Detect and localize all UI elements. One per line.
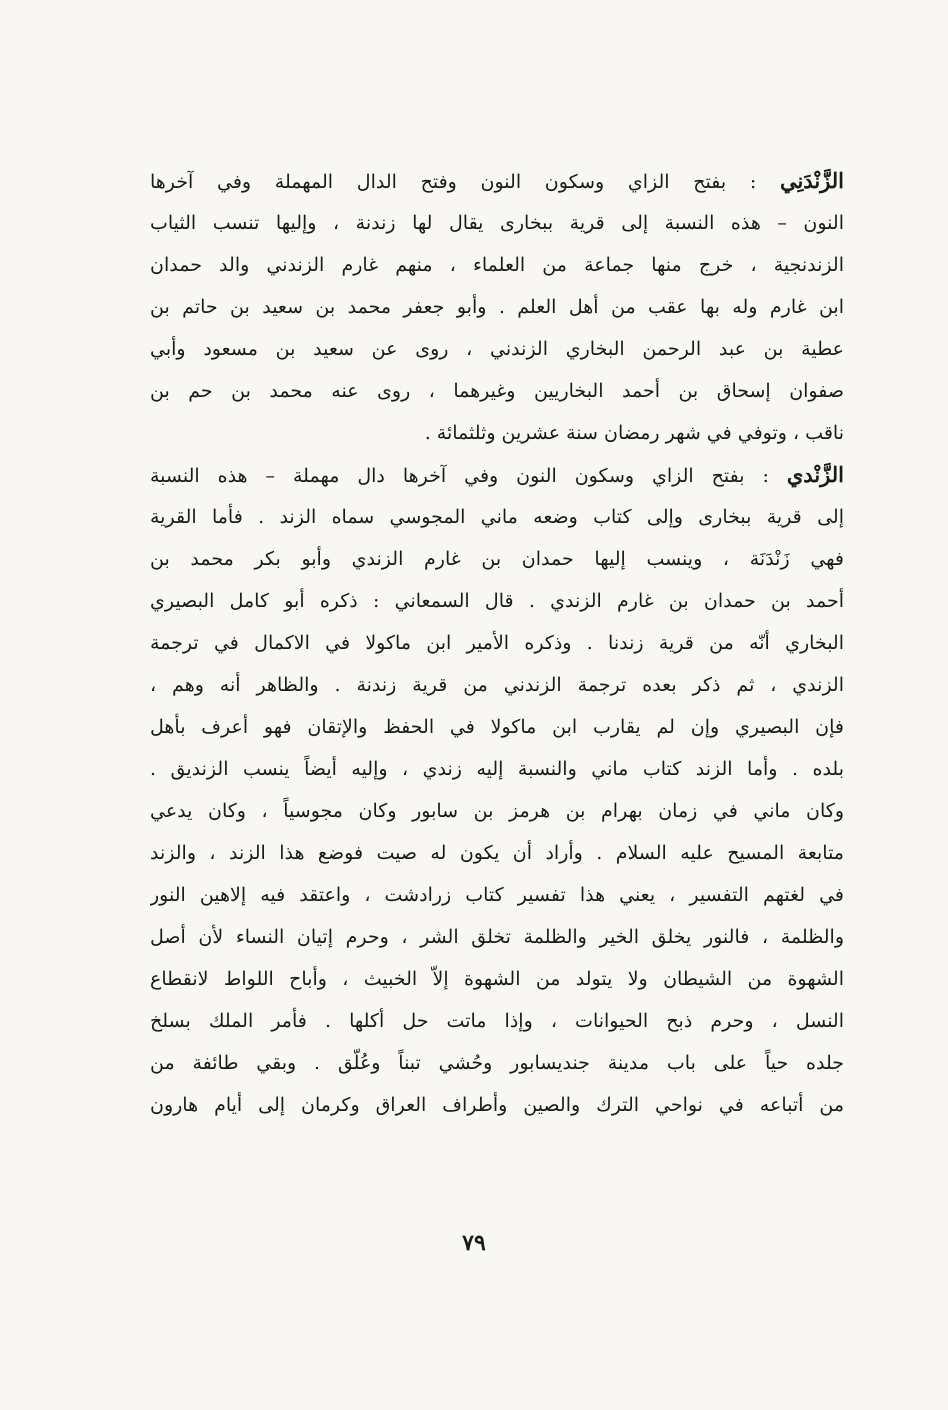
text-line: النسل ، وحرم ذبح الحيوانات ، وإذا ماتت حل أكلها . فأمر الملك بسلخ bbox=[150, 1010, 844, 1032]
text-line: ابن غارم وله بها عقب من أهل العلم . وأبو جعفر محمد بن سعيد بن حاتم بن bbox=[150, 296, 844, 318]
entry-term: الزَّنْدَنِي bbox=[779, 168, 844, 193]
text-line: متابعة المسيح عليه السلام . وأراد أن يكون له صيت فوضع هذا الزند ، والزند bbox=[150, 842, 844, 864]
page-text bbox=[150, 160, 844, 1126]
text-line: فإن البصيري وإن لم يقارب ابن ماكولا في الحفظ والإتقان فهو أعرف بأهل bbox=[150, 716, 844, 738]
text-line: النون – هذه النسبة إلى قرية ببخارى يقال لها زندنة ، وإليها تنسب الثياب bbox=[150, 212, 844, 234]
text-line bbox=[150, 454, 844, 496]
text-line: وكان ماني في زمان بهرام بن هرمز بن سابور وكان مجوسياً ، وكان يدعي bbox=[150, 800, 844, 822]
text-line: صفوان إسحاق بن أحمد البخاريين وغيرهما ، روى عنه محمد بن حم بن bbox=[150, 380, 844, 402]
text-line: والظلمة ، فالنور يخلق الخير والظلمة تخلق الشر ، وحرم إتيان النساء لأن أصل bbox=[150, 926, 844, 948]
entry-term: الزَّنْدي bbox=[786, 462, 844, 487]
entry-definition-start: : بفتح الزاي وسكون النون وفي آخرها دال مهملة – هذه النسبة bbox=[150, 465, 787, 487]
text-line: الشهوة من الشيطان ولا يتولد من الشهوة إلاّ الخبيث ، وأباح اللواط لانقطاع bbox=[150, 968, 844, 990]
text-line: عطية بن عبد الرحمن البخاري الزندني ، روى عن سعيد بن مسعود وأبي bbox=[150, 338, 844, 360]
entry-definition-start: : بفتح الزاي وسكون النون وفتح الدال المهملة وفي آخرها bbox=[150, 171, 780, 193]
text-line: إلى قرية ببخارى وإلى كتاب وضعه ماني المجوسي سماه الزند . فأما القرية bbox=[150, 506, 844, 528]
text-line: الزندي ، ثم ذكر بعده ترجمة الزندني من قرية زندنة . والظاهر أنه وهم ، bbox=[150, 674, 844, 696]
text-line: من أتباعه في نواحي الترك والصين وأطراف العراق وكرمان إلى أيام هارون bbox=[150, 1094, 844, 1116]
text-line: الزندنجية ، خرج منها جماعة من العلماء ، منهم غارم الزندني والد حمدان bbox=[150, 254, 844, 276]
text-line: بلده . وأما الزند كتاب ماني والنسبة إليه زندي ، وإليه أيضاً ينسب الزنديق . bbox=[150, 758, 844, 780]
text-line: في لغتهم التفسير ، يعني هذا تفسير كتاب زرادشت ، واعتقد فيه إلاهين النور bbox=[150, 884, 844, 906]
text-line: البخاري أنّه من قرية زندنا . وذكره الأمير ابن ماكولا في الاكمال في ترجمة bbox=[150, 632, 844, 654]
text-line: ناقب ، وتوفي في شهر رمضان سنة عشرين وثلثمائة . bbox=[424, 422, 844, 444]
text-line bbox=[150, 160, 844, 202]
text-line: جلده حياً على باب مدينة جنديسابور وحُشي تبناً وعُلّق . وبقي طائفة من bbox=[150, 1052, 844, 1074]
text-line: أحمد بن حمدان بن غارم الزندي . قال السمعاني : ذكره أبو كامل البصيري bbox=[150, 590, 844, 612]
page-number: ٧٩ bbox=[462, 1230, 486, 1256]
text-line: فهي زَنْدَنَة ، وينسب إليها حمدان بن غارم الزندي وأبو بكر محمد بن bbox=[150, 548, 844, 570]
